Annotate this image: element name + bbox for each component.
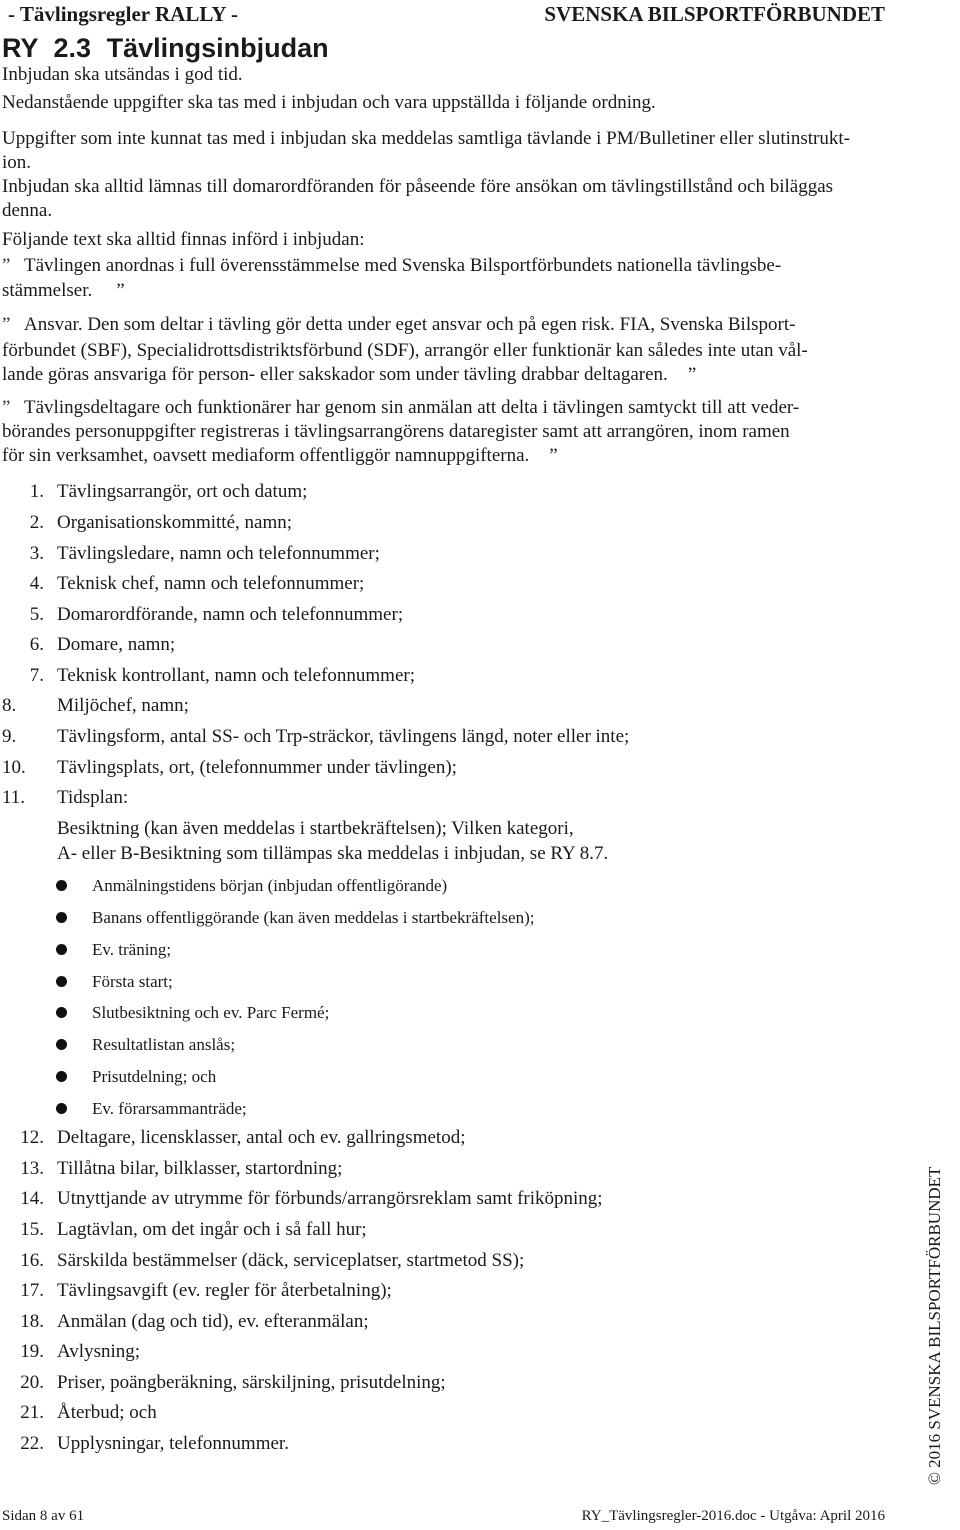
list-number: 18. xyxy=(20,1311,44,1332)
quote-mark: ” xyxy=(2,314,11,335)
list-number: 8. xyxy=(2,695,17,716)
list-item: Avlysning; xyxy=(57,1341,141,1362)
list-item: Tävlingsavgift (ev. regler för återbetalning); xyxy=(57,1280,392,1301)
list-number: 20. xyxy=(20,1372,44,1393)
bullet-icon xyxy=(56,1071,67,1082)
list-item: Lagtävlan, om det ingår och i så fall hur; xyxy=(57,1219,367,1240)
list-number: 15. xyxy=(20,1219,44,1240)
list-number: 19. xyxy=(20,1341,44,1362)
footer-page-number: Sidan 8 av 61 xyxy=(2,1508,85,1524)
intro-line: denna. xyxy=(2,200,53,221)
list-number: 6. xyxy=(29,634,44,655)
schedule-note-line: Besiktning (kan även meddelas i startbekräftelsen); Vilken kategori, xyxy=(57,818,574,839)
quote-3-line: börandes personuppgifter registreras i tävlingsarrangörens dataregister samt att arrangören, inom ramen xyxy=(2,421,790,442)
list-item: Miljöchef, namn; xyxy=(57,695,189,716)
quote-1-line: ” Tävlingen anordnas i full överensstämmelse med Svenska Bilsportförbundets nationella tävlingsbe- xyxy=(2,255,782,276)
header-left: - Tävlingsregler RALLY - xyxy=(8,2,239,26)
quote-3-line: ” Tävlingsdeltagare och funktionärer har genom sin anmälan att delta i tävlingen samtyckt till att veder- xyxy=(2,397,800,418)
list-number: 16. xyxy=(20,1250,44,1271)
list-item: Domarordförande, namn och telefonnummer; xyxy=(57,604,404,625)
list-item: Tillåtna bilar, bilklasser, startordning; xyxy=(57,1158,343,1179)
intro-line: Inbjudan ska utsändas i god tid. xyxy=(2,64,243,85)
quote-mark: ” xyxy=(2,255,11,276)
list-item: Upplysningar, telefonnummer. xyxy=(57,1433,289,1454)
intro-line: Följande text ska alltid finnas införd i inbjudan: xyxy=(2,229,365,250)
quote-1-line: stämmelser. ” xyxy=(2,280,125,301)
list-number: 21. xyxy=(20,1402,44,1423)
quote-mark: ” xyxy=(549,445,558,466)
list-item: Tävlingsplats, ort, (telefonnummer under tävlingen); xyxy=(57,757,457,778)
bullet-item: Slutbesiktning och ev. Parc Fermé; xyxy=(92,1003,330,1022)
list-number: 7. xyxy=(29,665,44,686)
bullet-icon xyxy=(56,1039,67,1050)
quote-mark: ” xyxy=(687,364,697,385)
list-number: 4. xyxy=(29,573,44,594)
list-number: 17. xyxy=(20,1280,44,1301)
list-number: 14. xyxy=(20,1188,44,1209)
list-item: Teknisk kontrollant, namn och telefonnummer; xyxy=(57,665,416,686)
list-item: Tävlingsarrangör, ort och datum; xyxy=(57,481,308,502)
list-number: 9. xyxy=(2,726,17,747)
intro-line: Inbjudan ska alltid lämnas till domarordföranden för påseende före ansökan om tävlingstillstånd och biläggas xyxy=(2,176,834,197)
quote-3-line: för sin verksamhet, oavsett mediaform offentliggör namnuppgifterna. ” xyxy=(2,445,558,466)
list-item: Deltagare, licensklasser, antal och ev. gallringsmetod; xyxy=(57,1127,466,1148)
quote-mark: ” xyxy=(116,280,125,301)
list-item: Särskilda bestämmelser (däck, serviceplatser, startmetod SS); xyxy=(57,1250,525,1271)
bullet-item: Första start; xyxy=(92,972,173,991)
schedule-note-line: A- eller B-Besiktning som tillämpas ska meddelas i inbjudan, se RY 8.7. xyxy=(57,843,609,864)
list-item: Priser, poängberäkning, särskiljning, prisutdelning; xyxy=(57,1372,446,1393)
list-number: 5. xyxy=(29,604,44,625)
list-item: Tävlingsform, antal SS- och Trp-sträckor, tävlingens längd, noter eller inte; xyxy=(57,726,630,747)
bullet-icon xyxy=(56,1007,67,1018)
copyright-notice: © 2016 SVENSKA BILSPORTFÖRBUNDET xyxy=(925,1166,944,1485)
bullet-icon xyxy=(56,976,67,987)
quote-2-line: ” Ansvar. Den som deltar i tävling gör detta under eget ansvar och på egen risk. FIA, Svenska Bilsport- xyxy=(2,314,796,335)
list-item: Återbud; och xyxy=(57,1402,157,1423)
intro-line: ion. xyxy=(2,152,32,173)
list-item: Anmälan (dag och tid), ev. efteranmälan; xyxy=(57,1311,369,1332)
list-number: 1. xyxy=(29,481,44,502)
bullet-icon xyxy=(56,880,67,891)
quote-2-line: lande göras ansvariga för person- eller sakskador som under tävling drabbar deltagaren. ” xyxy=(2,364,697,385)
header-right: SVENSKA BILSPORTFÖRBUNDET xyxy=(544,2,885,26)
bullet-icon xyxy=(56,912,67,923)
bullet-item: Prisutdelning; och xyxy=(92,1067,217,1086)
list-item: Utnyttjande av utrymme för förbunds/arrangörsreklam samt friköpning; xyxy=(57,1188,603,1209)
intro-line: Uppgifter som inte kunnat tas med i inbjudan ska meddelas samtliga tävlande i PM/Bulletiner eller slutinstrukt- xyxy=(2,128,850,149)
bullet-item: Ev. träning; xyxy=(92,940,172,959)
list-item: Domare, namn; xyxy=(57,634,176,655)
section-name: Tävlingsinbjudan xyxy=(106,33,329,63)
list-item: Teknisk chef, namn och telefonnummer; xyxy=(57,573,365,594)
bullet-item: Ev. förarsammanträde; xyxy=(92,1099,247,1118)
list-number: 12. xyxy=(20,1127,44,1148)
section-number: RY 2.3 xyxy=(2,33,92,63)
intro-line: Nedanstående uppgifter ska tas med i inbjudan och vara uppställda i följande ordning. xyxy=(2,92,656,113)
list-number: 3. xyxy=(29,543,44,564)
list-item: Tävlingsledare, namn och telefonnummer; xyxy=(57,543,380,564)
bullet-item: Anmälningstidens början (inbjudan offentligörande) xyxy=(92,876,448,895)
footer-document-info: RY_Tävlingsregler-2016.doc - Utgåva: April 2016 xyxy=(581,1508,885,1524)
list-number: 11. xyxy=(2,787,26,808)
list-item: Tidsplan: xyxy=(57,787,129,808)
list-number: 22. xyxy=(20,1433,44,1454)
bullet-icon xyxy=(56,1103,67,1114)
list-number: 2. xyxy=(29,512,44,533)
list-item: Organisationskommitté, namn; xyxy=(57,512,293,533)
bullet-item: Resultatlistan anslås; xyxy=(92,1035,236,1054)
quote-mark: ” xyxy=(2,397,11,418)
quote-2-line: förbundet (SBF), Specialidrottsdistriktsförbund (SDF), arrangör eller funktionär kan således inte utan vål- xyxy=(2,340,808,361)
list-number: 10. xyxy=(2,757,26,778)
list-number: 13. xyxy=(20,1158,44,1179)
bullet-item: Banans offentliggörande (kan även meddelas i startbekräftelsen); xyxy=(92,908,535,927)
bullet-icon xyxy=(56,944,67,955)
section-title xyxy=(2,33,329,64)
